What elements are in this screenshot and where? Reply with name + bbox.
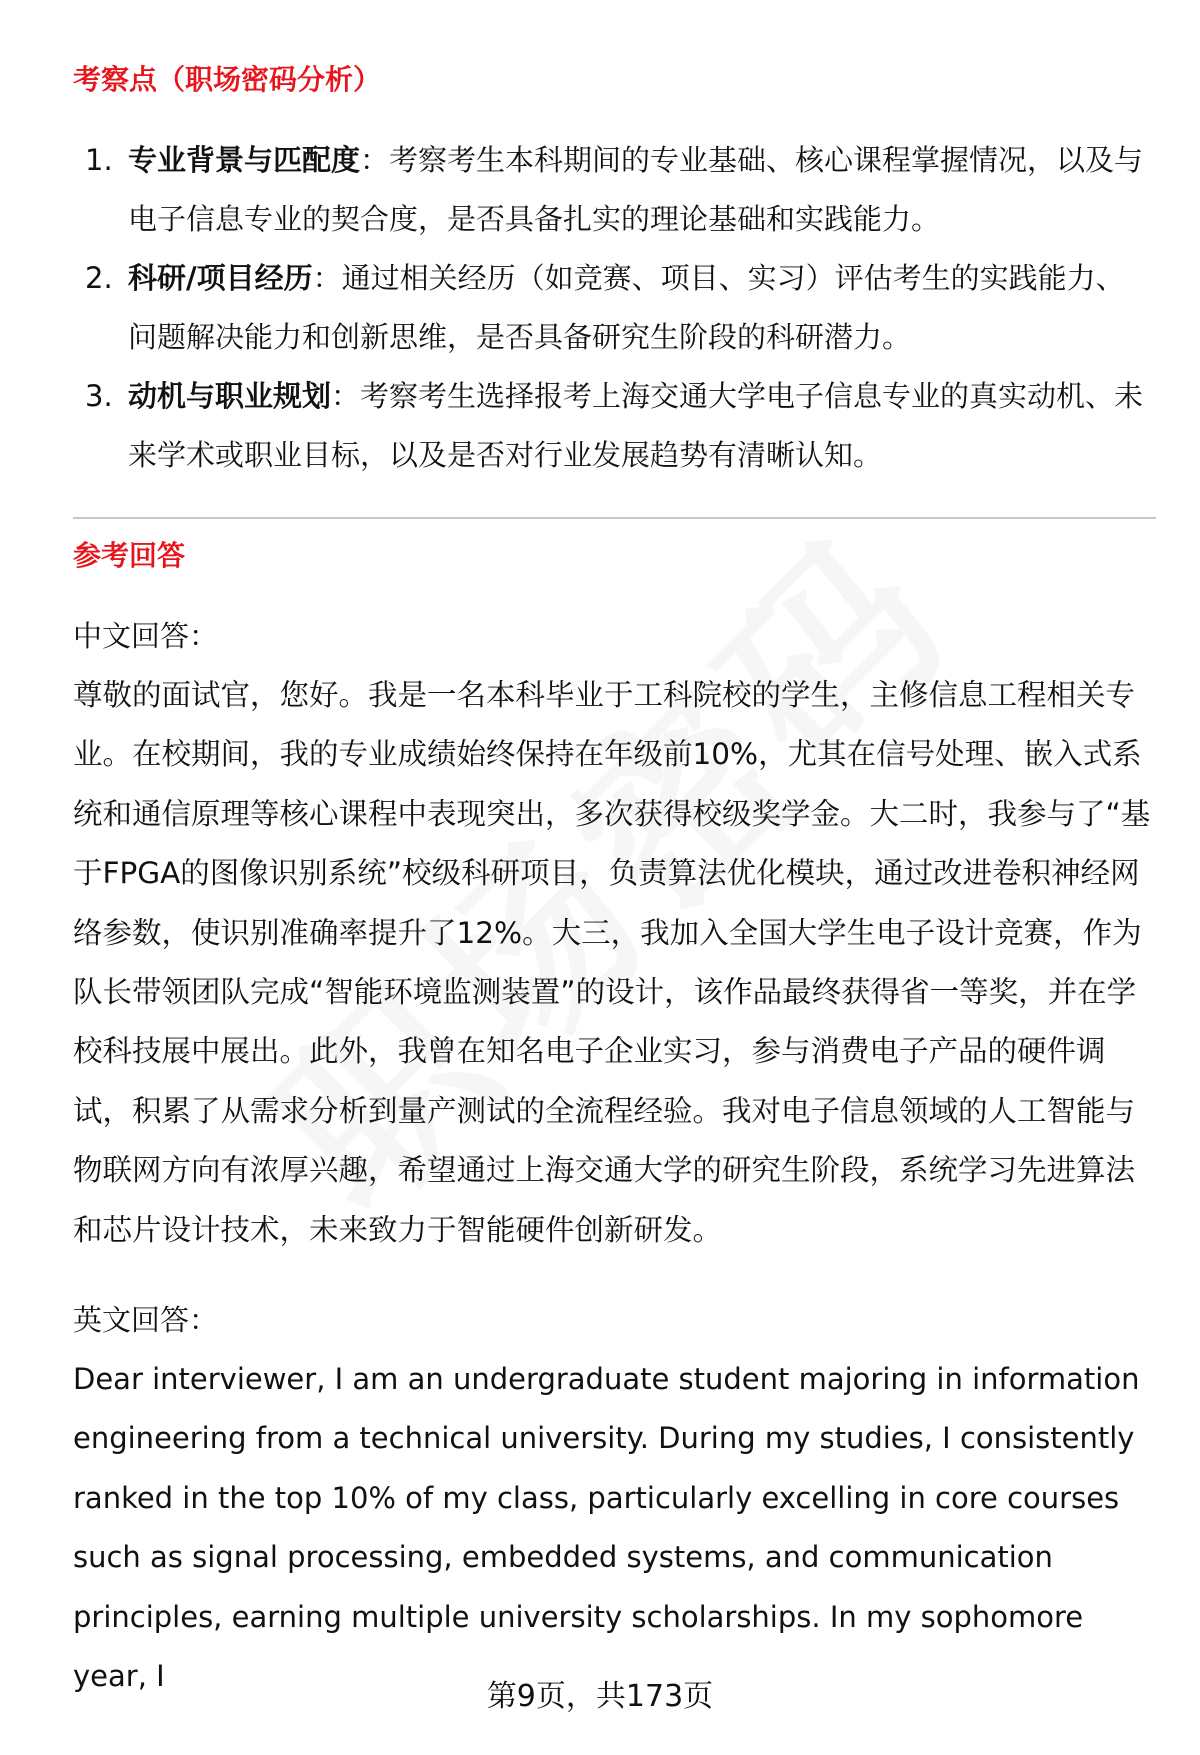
exam-points-list [73, 131, 1153, 485]
item-text: ：考察考生选择报考上海交通大学电子信息专业的真实动机、未来学术或职业目标，以及是否对行业发展趋势有清晰认知。 [128, 379, 1144, 472]
item-text: ：考察考生本科期间的专业基础、核心课程掌握情况，以及与电子信息专业的契合度，是否具备扎实的理论基础和实践能力。 [128, 143, 1144, 236]
section-title-reference-answer: 参考回答 [73, 539, 186, 572]
list-item [73, 367, 1153, 485]
page-number: 第9页，共173页 [486, 1679, 714, 1714]
list-item [73, 131, 1153, 249]
item-number: 2. [85, 261, 113, 295]
english-answer-label: 英文回答： [73, 1303, 219, 1337]
item-heading: 专业背景与匹配度 [128, 143, 361, 177]
item-heading: 动机与职业规划 [128, 379, 332, 413]
section-title-exam-points: 考察点（职场密码分析） [73, 63, 382, 96]
item-heading: 科研/项目经历 [128, 261, 313, 295]
chinese-answer-text: 尊敬的面试官，您好。我是一名本科毕业于工科院校的学生，主修信息工程相关专业。在校期间，我的专业成绩始终保持在年级前10%，尤其在信号处理、嵌入式系统和通信原理等核心课程中表现突出，多次获得校级奖学金。大二时，我参与了“基于FPGA的图像识别系统”校级科研项目，负责算法优化模块，通过改进卷积神经网络参数，使识别准确率提升了12%。大三，我加入全国大学生电子设计竞赛，作为队长带领团队完成“智能环境监测装置”的设计，该作品最终获得省一等奖，并在学校科技展中展出。此外，我曾在知名电子企业实习，参与消费电子产品的硬件调试，积累了从需求分析到量产测试的全流程经验。我对电子信息领域的人工智能与物联网方向有浓厚兴趣，希望通过上海交通大学的研究生阶段，系统学习先进算法和芯片设计技术，未来致力于智能硬件创新研发。 [73, 678, 1151, 1247]
chinese-answer-label: 中文回答： [73, 619, 219, 653]
english-answer-text: Dear interviewer, I am an undergraduate student majoring in information engineering from a technical university. During my studies, I consistently ranked in the top 10% of my class, particularly excelling in core courses such as signal processing, embedded systems, and communication principles, earning multiple university scholarships. In my sophomore year, I [73, 1362, 1140, 1694]
divider [73, 517, 1156, 519]
item-number: 1. [85, 143, 113, 177]
item-number: 3. [85, 379, 113, 413]
list-item [73, 249, 1153, 367]
item-text: ：通过相关经历（如竞赛、项目、实习）评估考生的实践能力、问题解决能力和创新思维，是否具备研究生阶段的科研潜力。 [128, 261, 1125, 354]
